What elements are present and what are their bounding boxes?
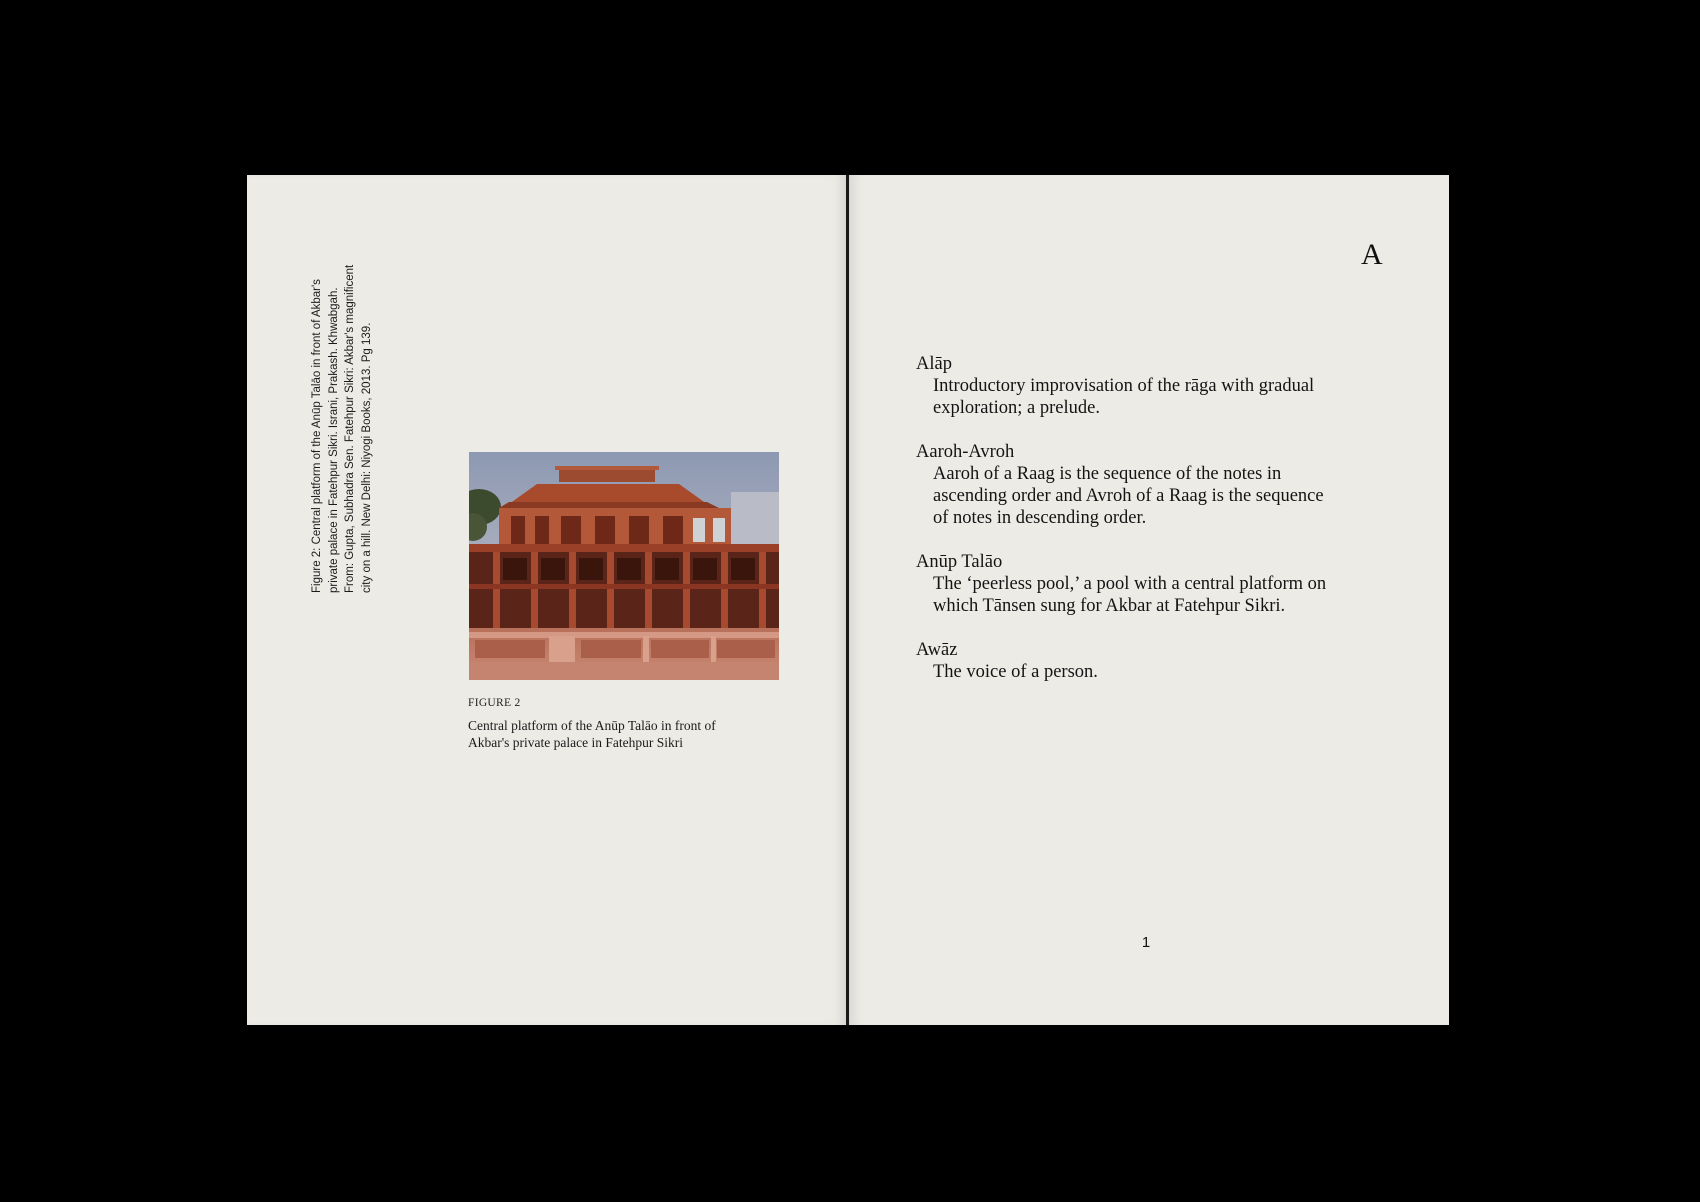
citation-line: private palace in Fatehpur Sikri. Israni, Prakash. Khwabgah. — [327, 287, 340, 593]
definition-line: The ‘peerless pool,’ a pool with a central platform on — [933, 574, 1327, 594]
caption-line: Central platform of the Anūp Talāo in front of — [468, 718, 716, 733]
glossary-definition — [916, 573, 1406, 617]
definition-line: of notes in descending order. — [933, 508, 1147, 528]
definition-line: which Tānsen sung for Akbar at Fatehpur Sikri. — [933, 596, 1286, 616]
glossary-definition — [916, 661, 1406, 683]
glossary-term: Aaroh-Avroh — [916, 442, 1015, 462]
glossary-term: Anūp Talāo — [916, 552, 1003, 572]
right-page — [849, 175, 1449, 1025]
glossary-entry — [916, 551, 1406, 617]
citation-line: city on a hill. New Delhi: Niyogi Books, 2013. Pg 139. — [360, 322, 373, 593]
definition-line: The voice of a person. — [933, 662, 1098, 682]
glossary-entry — [916, 441, 1406, 529]
glossary-term: Awāz — [916, 640, 958, 660]
citation-line: Figure 2: Central platform of the Anūp Talāo in front of Akbar's — [311, 279, 323, 593]
figure-label: FIGURE 2 — [468, 697, 521, 709]
glossary-entry — [916, 353, 1406, 419]
caption-line: Akbar's private palace in Fatehpur Sikri — [468, 735, 683, 750]
glossary-list — [916, 353, 1406, 705]
definition-line: ascending order and Avroh of a Raag is the sequence — [933, 486, 1324, 506]
page-number-text: 1 — [1141, 934, 1151, 951]
page-number — [849, 934, 1449, 951]
figure-caption — [468, 717, 788, 751]
section-letter: A — [1361, 238, 1383, 271]
citation-line: From: Gupta, Subhadra Sen. Fatehpur Sikri: Akbar's magnificent — [344, 264, 356, 593]
definition-line: exploration; a prelude. — [933, 398, 1100, 418]
palace-photo — [469, 452, 779, 680]
glossary-definition — [916, 375, 1406, 419]
glossary-definition — [916, 463, 1406, 529]
glossary-entry — [916, 639, 1406, 683]
left-page — [247, 175, 847, 1025]
definition-line: Aaroh of a Raag is the sequence of the notes in — [933, 464, 1282, 484]
glossary-term: Alāp — [916, 354, 952, 374]
definition-line: Introductory improvisation of the rāga with gradual — [933, 376, 1315, 396]
rotated-citation — [309, 253, 373, 593]
